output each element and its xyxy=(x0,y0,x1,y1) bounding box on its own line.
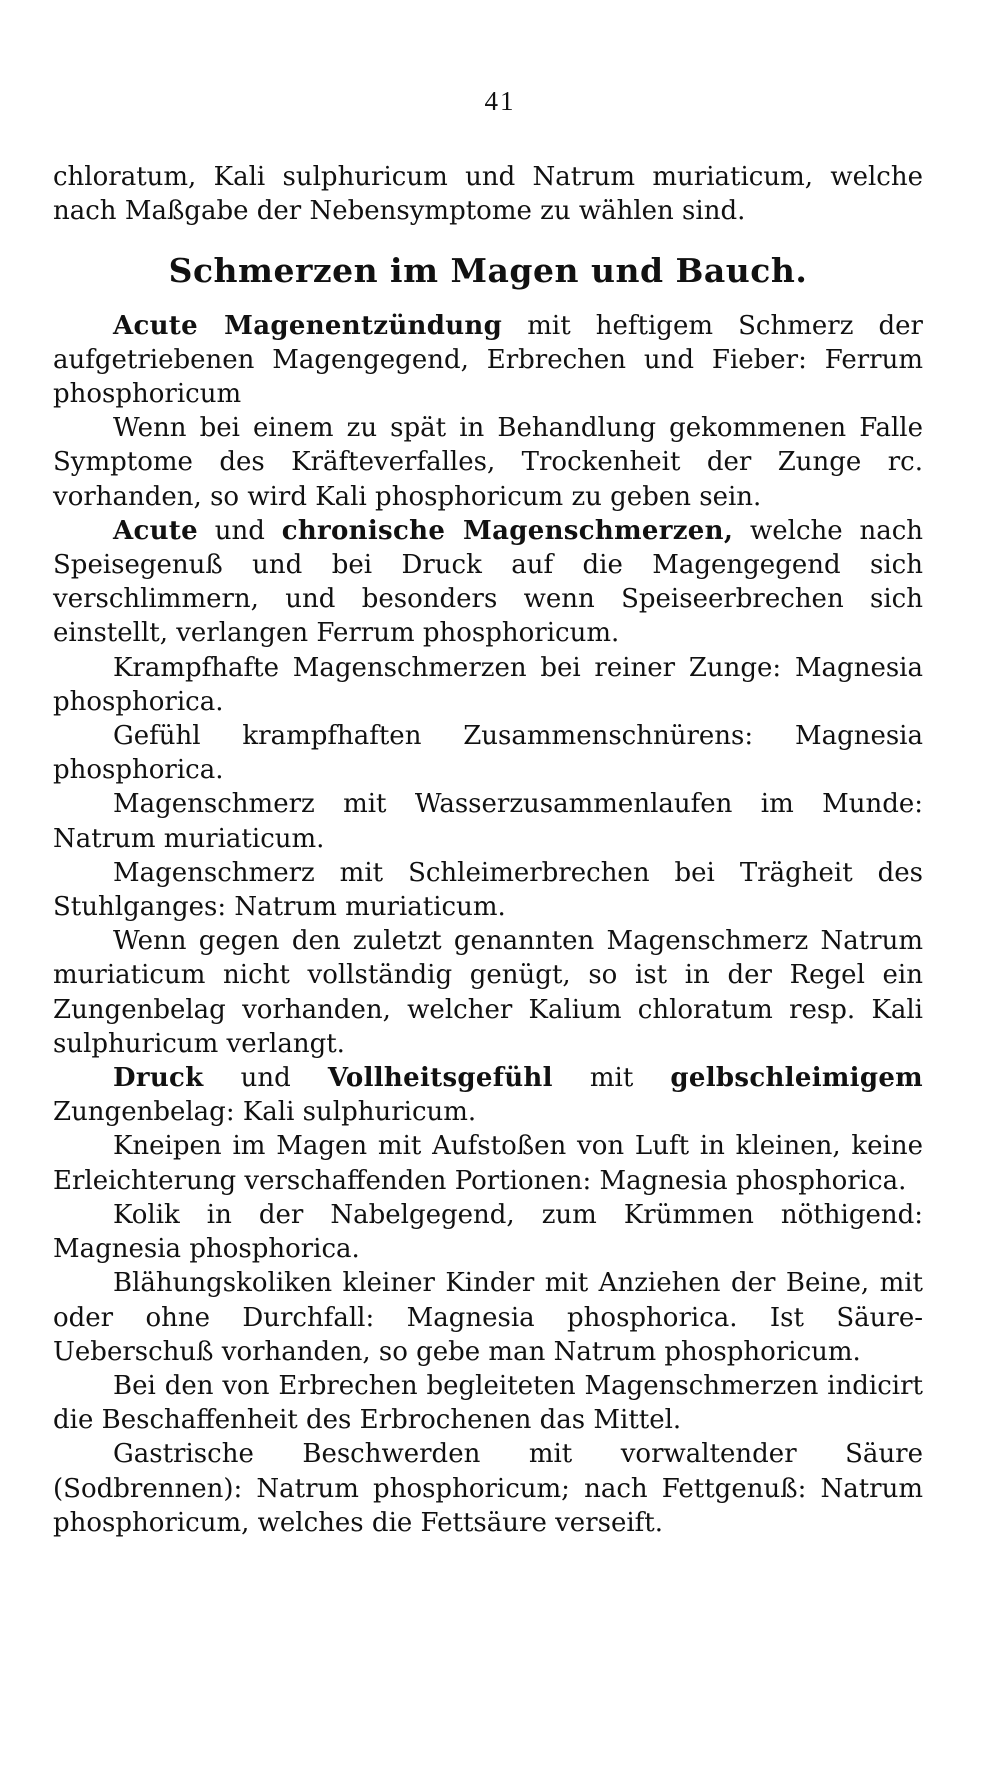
paragraph xyxy=(53,787,923,855)
bold-term: Vollheitsgefühl xyxy=(327,1063,553,1094)
paragraph xyxy=(53,651,923,719)
text-run: Kolik in der Nabelgegend, zum Krümmen nöthigend: Magnesia phosphorica. xyxy=(53,1199,923,1265)
text-run: Gastrische Beschwerden mit vorwaltender Säure (Sodbrennen): Natrum phosphoricum; nach Fettgenuß: Natrum phosphoricum, welches die Fettsäure verseift. xyxy=(53,1439,923,1538)
paragraph xyxy=(53,1266,923,1369)
bold-term: Acute Magenentzündung xyxy=(113,310,503,341)
bold-term: Acute xyxy=(113,515,198,546)
paragraph xyxy=(53,160,923,228)
paragraph xyxy=(53,514,923,651)
bold-term: Druck xyxy=(113,1063,204,1094)
text-run: Bei den von Erbrechen begleiteten Magenschmerzen indicirt die Beschaffenheit des Erbrochenen das Mittel. xyxy=(53,1370,923,1436)
section-heading: Schmerzen im Magen und Bauch. xyxy=(168,251,808,291)
text-run: mit heftigem Schmerz der aufgetriebenen Magengegend, Erbrechen und Fieber: Ferrum phosphoricum xyxy=(53,310,923,410)
text-run: Gefühl krampfhaften Zusammenschnürens: Magnesia phosphorica. xyxy=(53,721,923,786)
text-run: Krampfhafte Magenschmerzen bei reiner Zunge: Magnesia phosphorica. xyxy=(53,652,923,717)
text-run: und xyxy=(203,1063,328,1094)
paragraph xyxy=(53,1437,923,1540)
text-run: mit xyxy=(552,1063,671,1094)
text-run: Blähungskoliken kleiner Kinder mit Anziehen der Beine, mit oder ohne Durchfall: Magnesia phosphorica. Ist Säure-Ueberschuß vorhanden, so gebe man Natrum phosphoricum. xyxy=(53,1268,923,1367)
paragraph xyxy=(53,1369,923,1437)
paragraph xyxy=(53,1061,923,1129)
text-run: Zungenbelag: Kali sulphuricum. xyxy=(53,1097,477,1128)
bold-term: chronische Magenschmerzen, xyxy=(281,515,734,546)
text-run: Magenschmerz mit Schleimerbrechen bei Trägheit des Stuhlganges: Natrum muriaticum. xyxy=(53,857,923,923)
paragraph xyxy=(53,856,923,924)
text-run: Magenschmerz mit Wasserzusammenlaufen im Munde: Natrum muriaticum. xyxy=(53,789,923,854)
text-run: Kneipen im Magen mit Aufstoßen von Luft in kleinen, keine Erleichterung verschaffenden Portionen: Magnesia phosphorica. xyxy=(53,1131,923,1196)
paragraph xyxy=(53,924,923,1061)
text-run: und xyxy=(197,515,282,546)
body-text xyxy=(53,160,923,1540)
text-run: Wenn bei einem zu spät in Behandlung gekommenen Falle Symptome des Kräfteverfalles, Trockenheit der Zunge rc. vorhanden, so wird Kali phosphoricum zu geben sein. xyxy=(53,413,923,512)
text-run: chloratum, Kali sulphuricum und Natrum muriaticum, welche nach Maßgabe der Nebensymptome zu wählen sind. xyxy=(53,162,923,227)
text-run: Wenn gegen den zuletzt genannten Magenschmerz Natrum muriaticum nicht vollständig genügt, so ist in der Regel ein Zungenbelag vorhanden, welcher Kalium chloratum resp. Kali sulphuricum verlangt. xyxy=(53,926,923,1059)
paragraph xyxy=(53,719,923,787)
paragraph xyxy=(53,411,923,514)
text-run: welche nach Speisegenuß und bei Druck auf die Magengegend sich verschlimmern, und besonders wenn Speiseerbrechen sich einstellt, verlangen Ferrum phosphoricum. xyxy=(53,515,923,649)
paragraph xyxy=(53,309,923,412)
page-number: 41 xyxy=(484,86,516,116)
paragraph xyxy=(53,1198,923,1266)
paragraph xyxy=(53,1129,923,1197)
bold-term: gelbschleimigem xyxy=(670,1063,923,1094)
